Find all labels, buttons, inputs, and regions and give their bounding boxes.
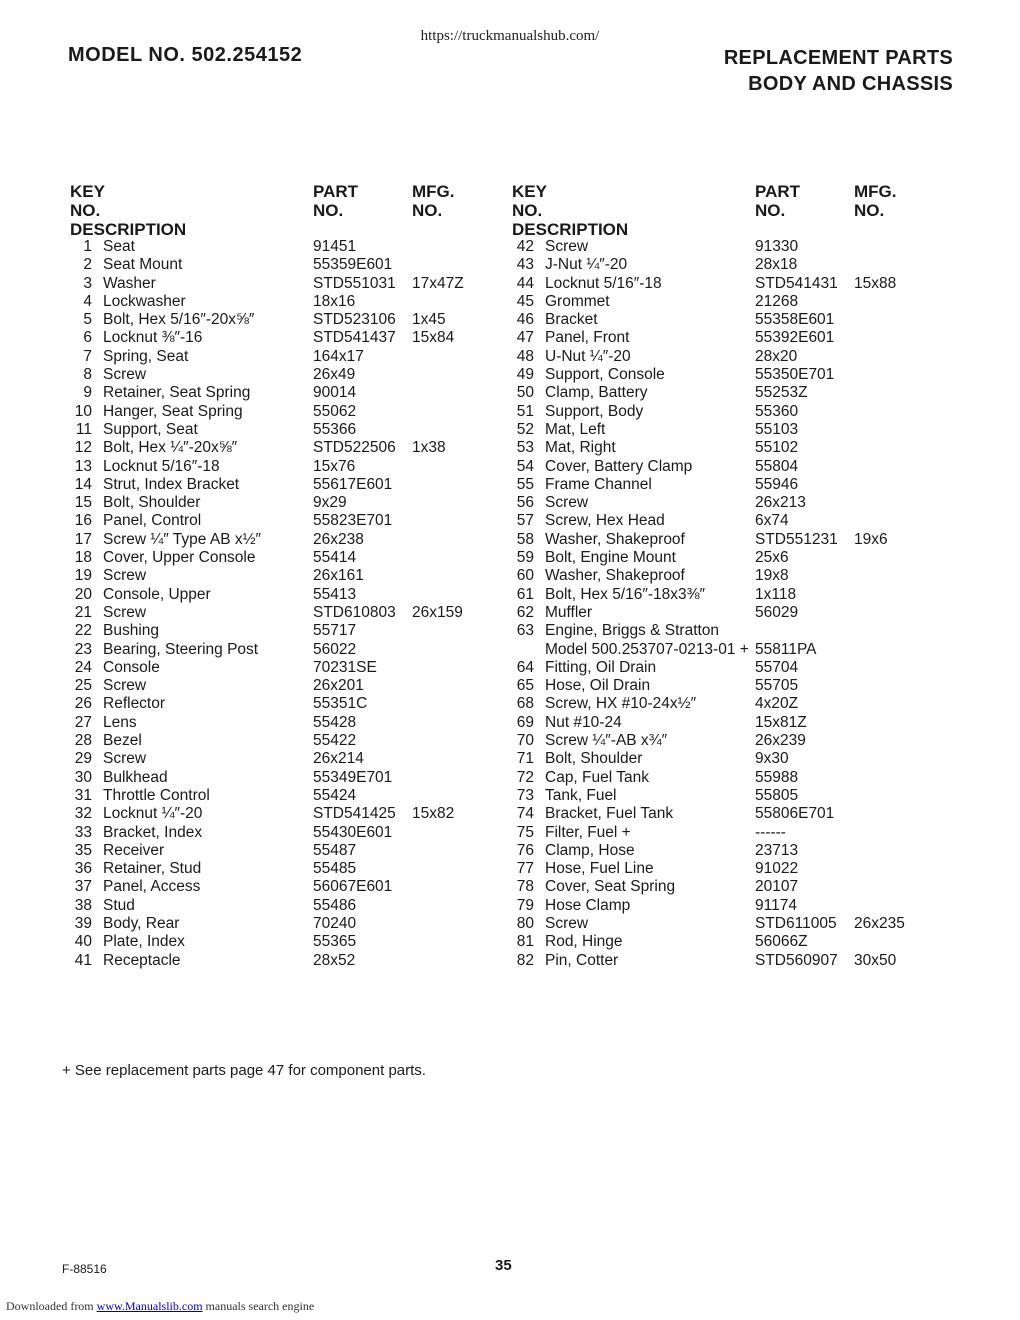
model-number: MODEL NO. 502.254152 xyxy=(68,44,303,66)
part-description: Screw ¼″ Type AB x½″ xyxy=(103,530,262,548)
part-number: 55414 xyxy=(313,549,357,567)
part-description: Bushing xyxy=(103,622,160,640)
part-description: Clamp, Battery xyxy=(545,384,648,402)
part-description: Plate, Index xyxy=(103,933,185,951)
key-number: 44 xyxy=(516,274,534,292)
key-number: 72 xyxy=(516,768,534,786)
part-number: 55486 xyxy=(313,896,357,914)
part-description: Console, Upper xyxy=(103,585,211,603)
part-description: Fitting, Oil Drain xyxy=(545,658,657,676)
form-number: F-88516 xyxy=(62,1262,107,1276)
key-number: 30 xyxy=(74,768,92,786)
key-number: 26 xyxy=(74,695,92,713)
key-number: 65 xyxy=(516,677,534,695)
key-number: 64 xyxy=(516,658,534,676)
part-number: 55349E701 xyxy=(313,768,393,786)
part-description: Locknut 5/16″-18 xyxy=(103,457,220,475)
key-number: 43 xyxy=(516,256,534,274)
part-number: STD523106 xyxy=(313,311,396,329)
part-number: 55617E601 xyxy=(313,475,393,493)
key-number: 1 xyxy=(83,238,92,255)
key-number: 28 xyxy=(74,732,92,750)
part-number: 56029 xyxy=(755,603,799,621)
part-number: 4x20Z xyxy=(755,695,799,713)
part-description: Screw xyxy=(545,238,589,255)
part-description: Bearing, Steering Post xyxy=(103,640,259,658)
part-number: 55811PA xyxy=(755,640,817,658)
part-header-line-2: NO. xyxy=(313,201,344,220)
mfg-number: 26x159 xyxy=(412,603,463,621)
part-number: 19x8 xyxy=(755,567,789,585)
page-title xyxy=(724,45,953,97)
key-number: 4 xyxy=(83,292,92,310)
part-number: 9x29 xyxy=(313,494,347,512)
part-number: ------ xyxy=(755,823,786,841)
mfg-header-line-2: NO. xyxy=(854,201,885,220)
key-number: 53 xyxy=(516,439,534,457)
mfg-number: 19x6 xyxy=(854,530,888,548)
part-number: 55704 xyxy=(755,658,799,676)
part-description: J-Nut ¼″-20 xyxy=(545,256,628,274)
part-description: Screw xyxy=(103,567,147,585)
key-number: 41 xyxy=(74,951,92,969)
key-header-line-2: NO. DESCRIPTION xyxy=(512,201,629,239)
key-number: 55 xyxy=(516,475,534,493)
key-number: 15 xyxy=(74,494,92,512)
part-number: 91330 xyxy=(755,238,799,255)
key-number: 71 xyxy=(516,750,534,768)
key-number: 24 xyxy=(74,658,92,676)
part-number: STD610803 xyxy=(313,603,396,621)
part-number: 55430E601 xyxy=(313,823,393,841)
key-number: 78 xyxy=(516,878,534,896)
mfg-number: 30x50 xyxy=(854,951,897,969)
key-number: 77 xyxy=(516,860,534,878)
part-number: 20107 xyxy=(755,878,799,896)
part-description: Bracket, Index xyxy=(103,823,203,841)
key-number: 68 xyxy=(516,695,534,713)
part-number: 1x118 xyxy=(755,585,797,603)
part-description: Seat xyxy=(103,238,135,255)
part-description: Receiver xyxy=(103,841,165,859)
key-number: 29 xyxy=(74,750,92,768)
key-number: 73 xyxy=(516,786,534,804)
part-description: Support, Body xyxy=(545,402,644,420)
key-header xyxy=(512,182,628,239)
part-description: Hose, Fuel Line xyxy=(545,860,654,878)
part-description: Screw xyxy=(545,494,589,512)
key-number: 32 xyxy=(74,805,92,823)
part-number: 18x16 xyxy=(313,292,356,310)
key-number: 35 xyxy=(74,841,92,859)
mfg-number: 1x45 xyxy=(412,311,446,329)
part-description: Spring, Seat xyxy=(103,347,189,365)
part-description: Cover, Seat Spring xyxy=(545,878,676,896)
part-number: 55428 xyxy=(313,713,357,731)
key-number: 22 xyxy=(74,622,92,640)
key-number: 2 xyxy=(83,256,92,274)
footer-suffix: manuals search engine xyxy=(205,1299,315,1313)
part-number: 55365 xyxy=(313,933,357,951)
key-number: 16 xyxy=(74,512,92,530)
part-header-line-1: PART xyxy=(313,182,359,201)
key-number: 61 xyxy=(516,585,534,603)
part-description: Tank, Fuel xyxy=(545,786,617,804)
mfg-number: 1x38 xyxy=(412,439,446,457)
part-number: 23713 xyxy=(755,841,799,859)
key-number: 56 xyxy=(516,494,534,512)
part-description: Panel, Access xyxy=(103,878,201,896)
page-number: 35 xyxy=(495,1257,512,1274)
key-number: 36 xyxy=(74,860,92,878)
part-description: Washer, Shakeproof xyxy=(545,567,685,585)
key-header-line-1: KEY xyxy=(70,182,105,201)
key-number: 19 xyxy=(74,567,92,585)
key-number: 6 xyxy=(83,329,92,347)
download-footer xyxy=(6,1299,314,1314)
key-number: 75 xyxy=(516,823,534,841)
part-number: 55717 xyxy=(313,622,357,640)
part-description: Strut, Index Bracket xyxy=(103,475,240,493)
part-description: Panel, Front xyxy=(545,329,630,347)
part-description: Screw, Hex Head xyxy=(545,512,665,530)
part-description: Screw xyxy=(103,750,147,768)
part-description: Cap, Fuel Tank xyxy=(545,768,649,786)
key-number: 48 xyxy=(516,347,534,365)
part-description: Reflector xyxy=(103,695,166,713)
mfg-number: 15x84 xyxy=(412,329,455,347)
key-number: 74 xyxy=(516,805,534,823)
part-number: 55805 xyxy=(755,786,799,804)
part-description: Bolt, Hex ¼″-20x⅝″ xyxy=(103,439,238,457)
part-description: Hose, Oil Drain xyxy=(545,677,651,695)
mfg-header xyxy=(854,182,897,220)
key-number: 20 xyxy=(74,585,92,603)
key-number: 33 xyxy=(74,823,92,841)
part-number: 26x161 xyxy=(313,567,364,585)
part-description: Bulkhead xyxy=(103,768,168,786)
part-number: 55103 xyxy=(755,420,799,438)
part-description: Washer xyxy=(103,274,156,292)
key-number: 27 xyxy=(74,713,92,731)
part-description: U-Nut ¼″-20 xyxy=(545,347,631,365)
key-header xyxy=(70,182,186,239)
key-number: 42 xyxy=(516,238,534,255)
key-number: 49 xyxy=(516,366,534,384)
part-description: Grommet xyxy=(545,292,610,310)
part-number: 164x17 xyxy=(313,347,364,365)
part-description: Screw xyxy=(545,914,589,932)
part-number: 91174 xyxy=(755,896,797,914)
part-description: Frame Channel xyxy=(545,475,652,493)
part-number: 70240 xyxy=(313,914,357,932)
key-number: 23 xyxy=(74,640,92,658)
mfg-number: 26x235 xyxy=(854,914,905,932)
part-description: Locknut 5/16″-18 xyxy=(545,274,662,292)
part-description: Seat Mount xyxy=(103,256,183,274)
title-line-2: BODY AND CHASSIS xyxy=(748,73,953,95)
part-number: 91022 xyxy=(755,860,799,878)
key-number: 11 xyxy=(75,420,92,438)
part-description: Lens xyxy=(103,713,137,731)
part-number: 70231SE xyxy=(313,658,377,676)
part-number: 56022 xyxy=(313,640,357,658)
part-number: 90014 xyxy=(313,384,357,402)
key-number: 21 xyxy=(74,603,92,621)
key-number: 79 xyxy=(516,896,534,914)
key-number: 38 xyxy=(74,896,92,914)
part-description: Pin, Cotter xyxy=(545,951,619,969)
key-number: 13 xyxy=(74,457,92,475)
part-number: STD611005 xyxy=(755,914,837,932)
key-number: 82 xyxy=(516,951,534,969)
key-number: 7 xyxy=(83,347,92,365)
key-header-line-1: KEY xyxy=(512,182,547,201)
footer-prefix: Downloaded from xyxy=(6,1299,94,1313)
part-description: Cover, Upper Console xyxy=(103,549,256,567)
part-number: STD541437 xyxy=(313,329,396,347)
part-header-line-2: NO. xyxy=(755,201,786,220)
part-description: Screw xyxy=(103,366,147,384)
key-number: 10 xyxy=(74,402,92,420)
part-number: 21268 xyxy=(755,292,799,310)
part-number: 55350E701 xyxy=(755,366,835,384)
part-number: 55804 xyxy=(755,457,799,475)
key-number: 62 xyxy=(516,603,534,621)
part-number: 56066Z xyxy=(755,933,808,951)
part-number: 26x49 xyxy=(313,366,356,384)
part-number: 55485 xyxy=(313,860,357,878)
key-number: 60 xyxy=(516,567,534,585)
manualslib-link[interactable]: www.Manualslib.com xyxy=(96,1299,203,1313)
part-number: 55351C xyxy=(313,695,368,713)
part-description: Mat, Left xyxy=(545,420,606,438)
part-number: 55358E601 xyxy=(755,311,835,329)
key-number: 37 xyxy=(74,878,92,896)
part-description: Filter, Fuel + xyxy=(545,823,631,841)
key-number: 9 xyxy=(83,384,92,402)
title-line-1: REPLACEMENT PARTS xyxy=(723,47,953,69)
part-number: 26x239 xyxy=(755,732,806,750)
part-number: 55806E701 xyxy=(755,805,835,823)
part-number: 55705 xyxy=(755,677,799,695)
mfg-number: 17x47Z xyxy=(412,274,464,292)
part-description: Screw ¼″-AB x¾″ xyxy=(545,732,668,750)
part-number: STD541431 xyxy=(755,274,838,292)
part-description: Bezel xyxy=(103,732,142,750)
mfg-header-line-1: MFG. xyxy=(854,182,897,201)
part-description: Screw xyxy=(103,603,147,621)
part-number: 91451 xyxy=(313,238,357,255)
key-number: 12 xyxy=(74,439,92,457)
part-number: 55422 xyxy=(313,732,357,750)
part-description: Support, Seat xyxy=(103,420,198,438)
part-description: Mat, Right xyxy=(545,439,616,457)
part-description: Bolt, Shoulder xyxy=(545,750,643,768)
part-description: Bracket xyxy=(545,311,598,329)
part-number: 55988 xyxy=(755,768,799,786)
part-number: 26x238 xyxy=(313,530,364,548)
part-number: 55359E601 xyxy=(313,256,393,274)
key-number: 8 xyxy=(83,366,92,384)
mfg-number: 15x82 xyxy=(412,805,455,823)
part-number: 26x213 xyxy=(755,494,806,512)
footnote: + See replacement parts page 47 for component parts. xyxy=(62,1062,426,1079)
part-description: Receptacle xyxy=(103,951,181,969)
part-number: 26x201 xyxy=(313,677,364,695)
key-number: 5 xyxy=(83,311,92,329)
key-number: 76 xyxy=(516,841,534,859)
part-header xyxy=(313,182,358,220)
source-url[interactable]: https://truckmanualshub.com/ xyxy=(420,28,600,44)
part-description: Rod, Hinge xyxy=(545,933,623,951)
part-description: Hose Clamp xyxy=(545,896,631,914)
part-number: 9x30 xyxy=(755,750,789,768)
part-description: Bracket, Fuel Tank xyxy=(545,805,674,823)
part-description: Locknut ¼″-20 xyxy=(103,805,203,823)
key-number: 3 xyxy=(83,274,92,292)
part-number: STD522506 xyxy=(313,439,396,457)
part-number: 55062 xyxy=(313,402,357,420)
part-number: 55946 xyxy=(755,475,799,493)
part-number: 15x76 xyxy=(313,457,356,475)
key-number: 70 xyxy=(516,732,534,750)
part-description: Screw, HX #10-24x½″ xyxy=(545,695,697,713)
part-number: STD560907 xyxy=(755,951,838,969)
part-number: 6x74 xyxy=(755,512,789,530)
part-description: Hanger, Seat Spring xyxy=(103,402,243,420)
key-number: 51 xyxy=(516,402,534,420)
part-number: 56067E601 xyxy=(313,878,393,896)
mfg-header-line-1: MFG. xyxy=(412,182,455,201)
part-number: 26x214 xyxy=(313,750,364,768)
part-description: Retainer, Seat Spring xyxy=(103,384,251,402)
part-description: Nut #10-24 xyxy=(545,713,622,731)
key-number: 31 xyxy=(74,786,92,804)
key-number: 40 xyxy=(74,933,92,951)
part-number: 28x18 xyxy=(755,256,798,274)
part-number: 55253Z xyxy=(755,384,808,402)
part-number: 55366 xyxy=(313,420,357,438)
part-description: Washer, Shakeproof xyxy=(545,530,685,548)
key-number: 47 xyxy=(516,329,534,347)
key-number: 54 xyxy=(516,457,534,475)
part-description: Muffler xyxy=(545,603,593,621)
part-number: 25x6 xyxy=(755,549,789,567)
key-number: 17 xyxy=(74,530,92,548)
part-description: Body, Rear xyxy=(103,914,180,932)
key-number: 81 xyxy=(516,933,534,951)
part-description: Support, Console xyxy=(545,366,665,384)
key-number: 45 xyxy=(516,292,534,310)
key-number: 80 xyxy=(516,914,534,932)
part-number: 55392E601 xyxy=(755,329,835,347)
part-description: Model 500.253707-0213-01 + xyxy=(545,640,749,658)
key-number: 39 xyxy=(74,914,92,932)
part-description: Throttle Control xyxy=(103,786,210,804)
part-description: Stud xyxy=(103,896,135,914)
part-description: Locknut ⅜″-16 xyxy=(103,329,203,347)
part-number: 28x20 xyxy=(755,347,798,365)
mfg-number: 15x88 xyxy=(854,274,897,292)
key-number: 69 xyxy=(516,713,534,731)
part-description: Engine, Briggs & Stratton xyxy=(545,622,720,640)
part-header xyxy=(755,182,800,220)
part-description: Panel, Control xyxy=(103,512,202,530)
part-description: Bolt, Hex 5/16″-18x3⅜″ xyxy=(545,585,706,603)
key-number: 14 xyxy=(74,475,92,493)
mfg-header-line-2: NO. xyxy=(412,201,443,220)
part-description: Screw xyxy=(103,677,147,695)
key-number: 57 xyxy=(516,512,534,530)
key-number: 18 xyxy=(74,549,92,567)
part-number: 28x52 xyxy=(313,951,356,969)
part-description: Retainer, Stud xyxy=(103,860,202,878)
part-number: 55413 xyxy=(313,585,357,603)
key-number: 52 xyxy=(516,420,534,438)
part-number: STD541425 xyxy=(313,805,396,823)
part-description: Bolt, Hex 5/16″-20x⅝″ xyxy=(103,311,255,329)
part-number: STD551031 xyxy=(313,274,396,292)
part-description: Bolt, Shoulder xyxy=(103,494,201,512)
part-description: Cover, Battery Clamp xyxy=(545,457,693,475)
key-number: 58 xyxy=(516,530,534,548)
key-number: 59 xyxy=(516,549,534,567)
key-header-line-2: NO. DESCRIPTION xyxy=(70,201,187,239)
mfg-header xyxy=(412,182,455,220)
part-description: Console xyxy=(103,658,160,676)
part-description: Bolt, Engine Mount xyxy=(545,549,676,567)
part-number: 55487 xyxy=(313,841,357,859)
part-header-line-1: PART xyxy=(755,182,801,201)
part-number: 55424 xyxy=(313,786,357,804)
part-number: 55102 xyxy=(755,439,799,457)
part-number: 15x81Z xyxy=(755,713,807,731)
part-number: 55360 xyxy=(755,402,799,420)
part-number: 55823E701 xyxy=(313,512,393,530)
key-number: 50 xyxy=(516,384,534,402)
part-number: STD551231 xyxy=(755,530,838,548)
part-description: Clamp, Hose xyxy=(545,841,635,859)
key-number: 25 xyxy=(74,677,92,695)
key-number: 63 xyxy=(516,622,534,640)
key-number: 46 xyxy=(516,311,534,329)
part-description: Lockwasher xyxy=(103,292,186,310)
